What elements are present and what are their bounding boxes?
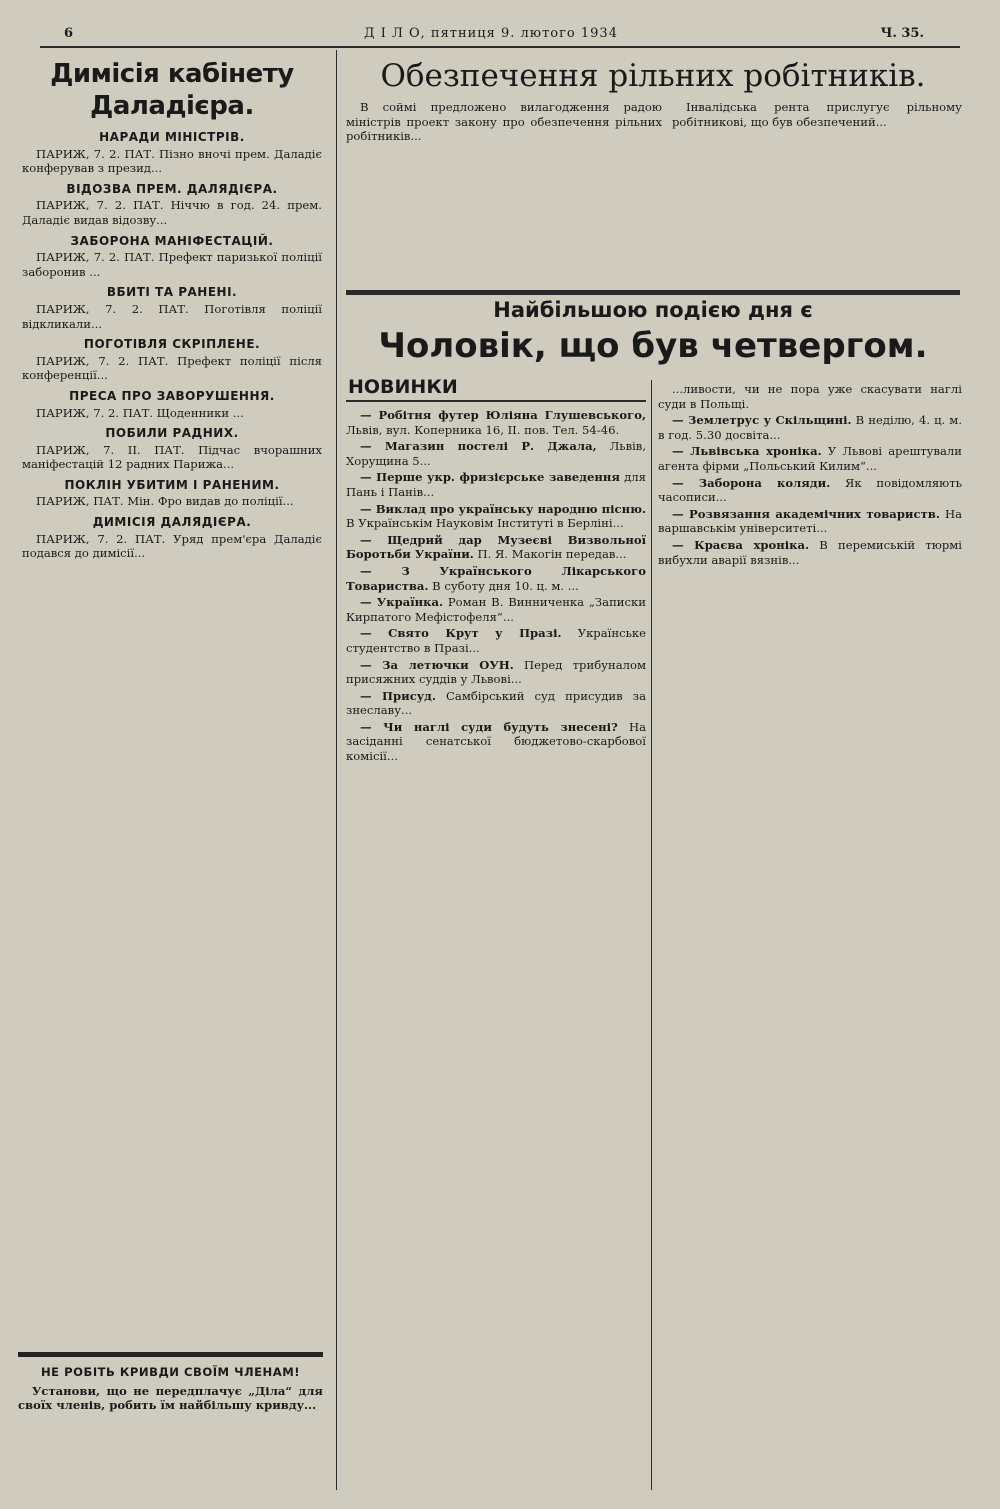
masthead-line: Д І Л О, пятниця 9. лютого 1934: [364, 26, 618, 41]
news-item: ...ливости, чи не пора уже скасувати наглі суди в Польщі.: [658, 382, 962, 411]
section-text: ПАРИЖ, 7. 2. ПАТ. Щоденники ...: [36, 405, 244, 420]
news-item: — Робітня футер Юліяна Глушевського, Львів, вул. Коперника 16, II. пов. Тел. 54-46.: [346, 408, 646, 437]
section-text: ПАРИЖ, 7. 2. ПАТ. Уряд прем'єра Даладіє подався до димісії...: [22, 531, 322, 561]
section-text: ПАРИЖ, 7. 2. ПАТ. Поготівля поліції відкликали...: [22, 301, 322, 331]
ad-rule: [346, 290, 960, 295]
ad-line-2: Чоловік, що був четвергом.: [378, 326, 928, 366]
issue-number: Ч. 35.: [880, 26, 924, 41]
section-text: ПАРИЖ, 7. 2. ПАТ. Префект поліції після конференції...: [22, 353, 322, 383]
news-item: — Українка. Роман В. Винниченка „Записки Кирпатого Мефістофеля“...: [346, 595, 646, 624]
ad-line-1: Найбільшою подією дня є: [493, 298, 813, 322]
section-heading: ЗАБОРОНА МАНІФЕСТАЦІЙ.: [70, 233, 274, 248]
column-divider: [336, 50, 337, 1490]
news-col-2: [658, 382, 962, 569]
news-item: — Землетрус у Скільщині. В неділю, 4. ц. м. в год. 5.30 досвіта...: [658, 413, 963, 442]
news-item: — З Українського Лікарського Товариства. В суботу дня 10. ц. м. ...: [346, 563, 646, 593]
left-column: [22, 58, 322, 563]
section-text: ПАРИЖ, 7. 2. ПАТ. Ніччю в год. 24. прем. Даладіє видав відозву...: [22, 198, 322, 227]
section-text: ПАРИЖ, 7. 2. ПАТ. Пізно вночі прем. Даладіє конферував з презид...: [22, 146, 322, 176]
news-divider: [651, 380, 652, 1490]
news-title: НОВИНКИ: [348, 376, 458, 398]
notice-title: НЕ РОБІТЬ КРИВДИ СВОЇМ ЧЛЕНАМ!: [40, 1365, 301, 1379]
news-item: — Виклад про українську народню пісню. В Українськім Науковім Інституті в Берліні...: [346, 501, 646, 531]
section-heading: ДИМІСІЯ ДАЛЯДІЄРА.: [92, 515, 252, 530]
news-item: — Чи наглі суди будуть знесені? На засіданні сенатської бюджетово-скарбової комісії...: [346, 719, 646, 764]
notice-text: Установи, що не передплачує „Діла“ для своїх членів, робить їм найбільшу кривду...: [18, 1383, 323, 1413]
news-item: — Заборона коляди. Як повідомляють часописи...: [658, 475, 962, 505]
section-heading: НАРАДИ МІНІСТРІВ.: [99, 130, 245, 144]
news-item: — Львівська хроніка. У Львові арештували агента фірми „Польський Килим“...: [658, 444, 963, 473]
news-item: — Краєва хроніка. В перемиській тюрмі вибухли аварії вязнів...: [658, 537, 962, 567]
news-item: — Свято Крут у Празі. Українське студентство в Празі...: [346, 626, 646, 655]
header-rule: [40, 46, 960, 48]
news-item: — Магазин постелі Р. Джала, Львів, Хорущина 5...: [346, 439, 647, 468]
section-heading: ВБИТІ ТА РАНЕНІ.: [106, 285, 238, 300]
section-heading: ВІДОЗВА ПРЕМ. ДАЛЯДІЄРА.: [66, 181, 278, 196]
workers-article-col2: [672, 100, 962, 131]
section-heading: ПОБИЛИ РАДНИХ.: [105, 426, 239, 441]
subscription-notice: [18, 1352, 323, 1413]
news-item: — За летючки ОУН. Перед трибуналом присяжних суддів у Львові...: [346, 657, 647, 687]
workers-article-col1: [346, 100, 662, 146]
news-rule: [346, 400, 646, 402]
section-heading: ПРЕСА ПРО ЗАВОРУШЕННЯ.: [69, 388, 275, 403]
article-text: Інвалідська рента прислугує рільному робітникові, що був обезпечений...: [672, 100, 962, 129]
page-header: [58, 24, 924, 46]
article-text: В соймі предложено вилагодження радою міністрів проект закону про обезпечення рільних робітників...: [346, 100, 662, 144]
headline-right: Обезпечення рільних робітників.: [380, 58, 926, 94]
section-text: ПАРИЖ, 7. 2. ПАТ. Префект паризької поліції заборонив ...: [22, 250, 322, 279]
news-col-1: [346, 408, 646, 766]
news-item: — Щедрий дар Музеєві Визвольної Боротьби України. П. Я. Макогін передав...: [346, 532, 646, 562]
section-text: ПАРИЖ, ПАТ. Мін. Фро видав до поліції...: [36, 494, 294, 509]
section-heading: ПОГОТІВЛЯ СКРІПЛЕНЕ.: [83, 337, 261, 352]
section-heading: ПОКЛІН УБИТИМ І РАНЕНИМ.: [64, 477, 280, 492]
news-item: — Розвязання академічних товариств. На варшавськім університеті...: [658, 506, 962, 536]
news-item: — Перше укр. фризієрське заведення для Пань і Панів...: [346, 470, 646, 499]
headline-left: Димісія кабінету Даладієра.: [50, 59, 294, 121]
page-number: 6: [64, 26, 74, 41]
section-text: ПАРИЖ, 7. II. ПАТ. Підчас вчорашних маніфестацій 12 радних Парижа...: [22, 442, 322, 472]
news-item: — Присуд. Самбірський суд присудив за знеславу...: [346, 688, 646, 718]
